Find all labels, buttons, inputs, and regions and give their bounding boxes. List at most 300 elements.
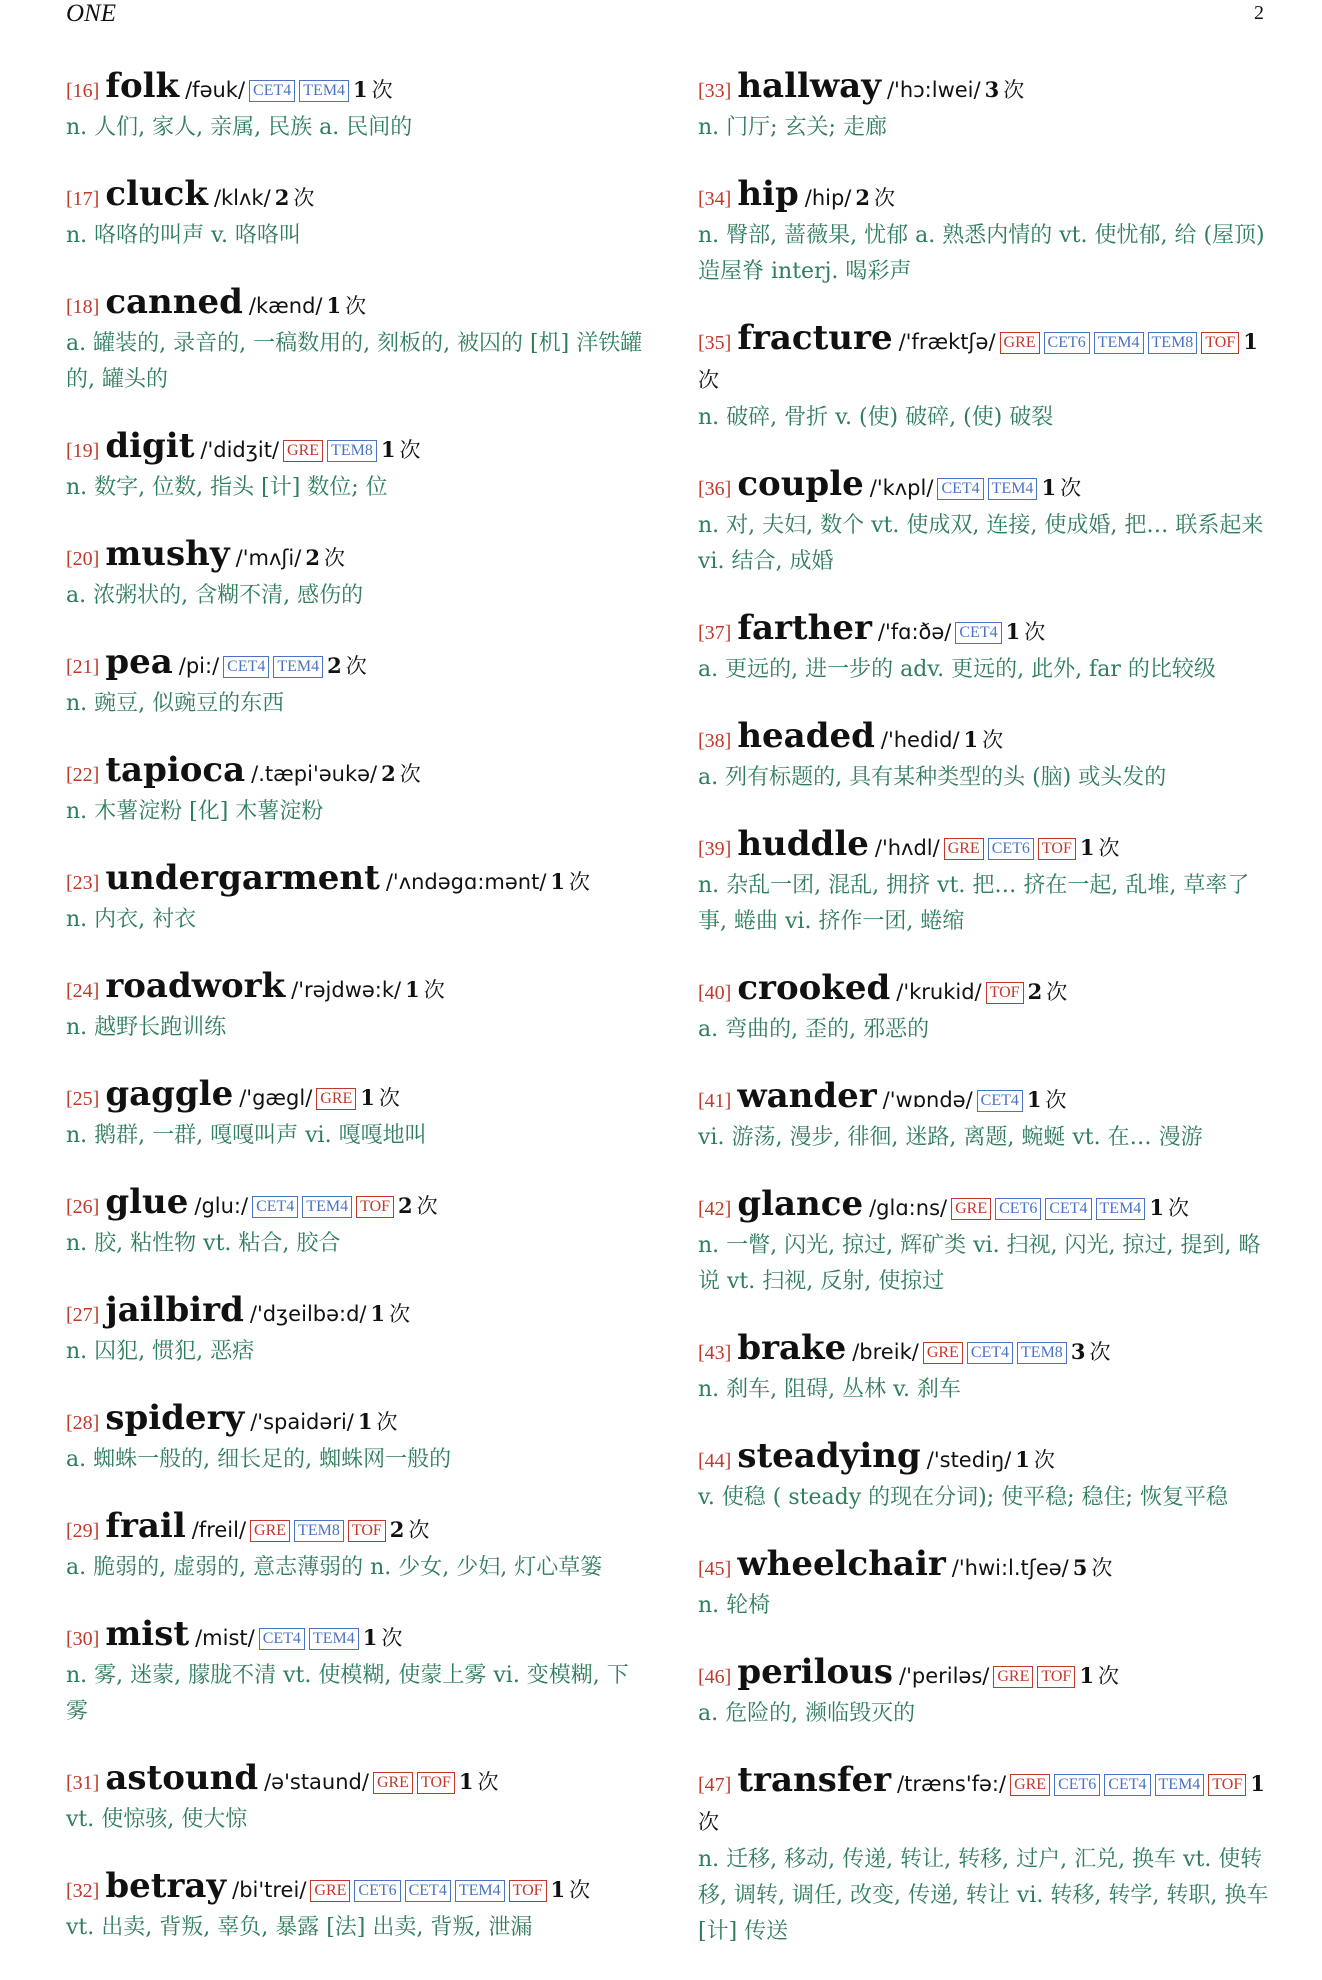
- exam-tag: GRE: [316, 1088, 356, 1110]
- headword: wheelchair: [737, 1544, 946, 1584]
- entry-index: [19]: [66, 440, 100, 462]
- definition: a. 罐装的, 录音的, 一稿数用的, 刻板的, 被囚的 [机] 洋铁罐的, 罐头的: [66, 331, 643, 392]
- exam-tag: GRE: [250, 1520, 290, 1542]
- entry-headline: [698, 718, 1270, 760]
- headword: digit: [105, 426, 195, 466]
- exam-tag: CET4: [1045, 1198, 1091, 1220]
- phonetic: /'didʒit/: [200, 438, 280, 462]
- headword: hallway: [737, 66, 881, 106]
- frequency-count: 1: [1079, 835, 1095, 860]
- entry-index: [47]: [698, 1774, 732, 1796]
- vocab-entry: [66, 68, 646, 146]
- vocab-entry: [66, 284, 646, 398]
- vocab-entry: [698, 466, 1270, 580]
- header-title: ONE: [66, 0, 116, 27]
- headword: folk: [105, 66, 180, 106]
- vocab-entry: [698, 1078, 1270, 1156]
- phonetic: /kænd/: [248, 294, 323, 318]
- headword: headed: [737, 716, 875, 756]
- vocab-entry: [66, 1868, 646, 1946]
- vocab-entry: [66, 968, 646, 1046]
- entry-headline: [698, 1546, 1270, 1588]
- entry-headline: [66, 1184, 646, 1226]
- headword: jailbird: [105, 1290, 244, 1330]
- phonetic: /glɑ:ns/: [869, 1196, 948, 1220]
- vocab-entry: [66, 1184, 646, 1262]
- headword: perilous: [737, 1652, 894, 1692]
- vocab-entry: [698, 320, 1270, 436]
- exam-tag: TEM4: [455, 1880, 505, 1902]
- exam-tag: GRE: [951, 1198, 991, 1220]
- frequency-count: 2: [398, 1193, 413, 1218]
- definition: n. 内衣, 衬衣: [66, 907, 197, 932]
- frequency-count: 1: [357, 1409, 373, 1434]
- frequency-count: 1: [370, 1301, 386, 1326]
- frequency-unit: 次: [874, 186, 895, 210]
- headword: wander: [737, 1076, 877, 1116]
- exam-tag: CET4: [937, 478, 983, 500]
- entry-index: [21]: [66, 656, 100, 678]
- entry-index: [39]: [698, 838, 732, 860]
- frequency-unit: 次: [416, 1194, 438, 1218]
- frequency-unit: 次: [345, 294, 367, 318]
- vocab-entry: [66, 1616, 646, 1730]
- vocab-entry: [66, 752, 646, 830]
- phonetic: /ə'staund/: [264, 1770, 369, 1794]
- frequency-count: 3: [984, 77, 1000, 102]
- entry-headline: [66, 1508, 646, 1550]
- frequency-unit: 次: [423, 978, 445, 1002]
- definition: n. 人们, 家人, 亲属, 民族 a. 民间的: [66, 115, 413, 140]
- vocab-entry: [698, 826, 1270, 940]
- entry-index: [37]: [698, 622, 732, 644]
- exam-tag: GRE: [310, 1880, 350, 1902]
- definition: n. 迁移, 移动, 传递, 转让, 转移, 过户, 汇兑, 换车 vt. 使转移, 调转, 调任, 改变, 传递, 转让 vi. 转移, 转学, 转职, 换车 [计] 传送: [698, 1847, 1269, 1944]
- headword: canned: [105, 282, 243, 322]
- vocab-entry: [698, 68, 1270, 146]
- frequency-count: 1: [458, 1769, 474, 1794]
- definition: a. 危险的, 濒临毁灭的: [698, 1701, 916, 1726]
- phonetic: /bi'trei/: [232, 1878, 307, 1902]
- phonetic: /'fɑ:ðə/: [877, 620, 952, 644]
- frequency-unit: 次: [293, 186, 315, 210]
- vocab-entry: [66, 1400, 646, 1478]
- exam-tag: TEM4: [302, 1196, 352, 1218]
- definition: n. 越野长跑训练: [66, 1015, 227, 1040]
- headword: couple: [737, 464, 864, 504]
- headword: mist: [105, 1614, 190, 1654]
- entry-index: [36]: [698, 478, 732, 500]
- vocab-entry: [66, 1508, 646, 1586]
- frequency-count: 2: [305, 545, 320, 570]
- exam-tag: GRE: [283, 440, 323, 462]
- frequency-count: 1: [1005, 619, 1021, 644]
- phonetic: /'dʒeilbə:d/: [249, 1302, 367, 1326]
- frequency-unit: 次: [569, 1878, 591, 1902]
- phonetic: /breik/: [852, 1340, 919, 1364]
- vocab-entry: [698, 970, 1270, 1048]
- headword: glance: [737, 1184, 864, 1224]
- definition: n. 数字, 位数, 指头 [计] 数位; 位: [66, 475, 388, 500]
- headword: transfer: [737, 1760, 892, 1800]
- phonetic: /'gægl/: [239, 1086, 313, 1110]
- frequency-count: 1: [405, 977, 420, 1002]
- exam-tag: TOF: [356, 1196, 394, 1218]
- exam-tag: CET6: [995, 1198, 1041, 1220]
- definition: v. 使稳 ( steady 的现在分词); 使平稳; 稳住; 恢复平稳: [698, 1485, 1228, 1510]
- headword: steadying: [737, 1436, 921, 1476]
- phonetic: /'ʌndəgɑ:mənt/: [385, 870, 547, 894]
- exam-tag: GRE: [1010, 1774, 1050, 1796]
- phonetic: /'hwi:l.tʃeə/: [951, 1556, 1069, 1580]
- entry-index: [43]: [698, 1342, 732, 1364]
- page-number: 2: [1254, 2, 1264, 24]
- phonetic: /'mʌʃi/: [235, 546, 302, 570]
- entry-headline: [66, 284, 646, 326]
- entry-index: [28]: [66, 1412, 100, 1434]
- vocab-entry: [698, 1762, 1270, 1950]
- exam-tag: GRE: [923, 1342, 963, 1364]
- headword: brake: [737, 1328, 847, 1368]
- entry-index: [30]: [66, 1628, 100, 1650]
- phonetic: /'wɒndə/: [882, 1088, 973, 1112]
- frequency-count: 1: [1041, 475, 1057, 500]
- entry-headline: [66, 1868, 646, 1910]
- frequency-unit: 次: [569, 870, 591, 894]
- phonetic: /'spaidəri/: [250, 1410, 354, 1434]
- exam-tag: TEM4: [1096, 1198, 1146, 1220]
- exam-tag: TOF: [1208, 1774, 1246, 1796]
- exam-tag: TOF: [1201, 332, 1239, 354]
- entry-index: [44]: [698, 1450, 732, 1472]
- frequency-count: 1: [360, 1085, 375, 1110]
- definition: vt. 出卖, 背叛, 辜负, 暴露 [法] 出卖, 背叛, 泄漏: [66, 1915, 533, 1940]
- definition: n. 杂乱一团, 混乱, 拥挤 vt. 把… 挤在一起, 乱堆, 草率了事, 蜷曲 vi. 挤作一团, 蜷缩: [698, 873, 1250, 934]
- frequency-count: 2: [381, 761, 396, 786]
- frequency-count: 1: [1079, 1663, 1094, 1688]
- vocab-entry: [66, 644, 646, 722]
- entry-headline: [66, 1076, 646, 1118]
- exam-tag: GRE: [993, 1666, 1033, 1688]
- entry-headline: [66, 1292, 646, 1334]
- frequency-unit: 次: [1045, 1088, 1067, 1112]
- definition: n. 雾, 迷蒙, 朦胧不清 vt. 使模糊, 使蒙上雾 vi. 变模糊, 下雾: [66, 1663, 629, 1724]
- exam-tag: CET4: [1104, 1774, 1150, 1796]
- entry-index: [45]: [698, 1558, 732, 1580]
- entry-index: [17]: [66, 188, 100, 210]
- frequency-unit: 次: [323, 546, 345, 570]
- exam-tag: TOF: [986, 982, 1024, 1004]
- definition: n. 咯咯的叫声 v. 咯咯叫: [66, 223, 301, 248]
- exam-tag: GRE: [1000, 332, 1040, 354]
- phonetic: /'hedid/: [880, 728, 960, 752]
- frequency-count: 2: [855, 185, 870, 210]
- phonetic: /freil/: [191, 1518, 247, 1542]
- entry-index: [29]: [66, 1520, 100, 1542]
- phonetic: /'rəjdwə:k/: [291, 978, 402, 1002]
- vocab-entry: [698, 176, 1270, 290]
- exam-tag: TEM4: [309, 1628, 359, 1650]
- entry-headline: [698, 1438, 1270, 1480]
- frequency-unit: 次: [698, 368, 719, 392]
- headword: pea: [105, 642, 173, 682]
- entry-headline: [698, 826, 1270, 868]
- headword: hip: [737, 174, 799, 214]
- frequency-unit: 次: [1091, 1556, 1113, 1580]
- definition: n. 胶, 粘性物 vt. 粘合, 胶合: [66, 1231, 341, 1256]
- frequency-unit: 次: [376, 1410, 398, 1434]
- exam-tag: TEM8: [1017, 1342, 1067, 1364]
- frequency-unit: 次: [698, 1810, 719, 1834]
- vocab-entry: [698, 1330, 1270, 1408]
- frequency-count: 1: [963, 727, 979, 752]
- frequency-count: 1: [550, 869, 566, 894]
- frequency-unit: 次: [1024, 620, 1046, 644]
- exam-tag: TOF: [1037, 1666, 1075, 1688]
- frequency-count: 1: [1149, 1195, 1164, 1220]
- entry-headline: [698, 1654, 1270, 1696]
- exam-tag: CET6: [1054, 1774, 1100, 1796]
- entry-index: [38]: [698, 730, 732, 752]
- definition: a. 浓粥状的, 含糊不清, 感伤的: [66, 583, 364, 608]
- entry-headline: [698, 1186, 1270, 1228]
- definition: a. 更远的, 进一步的 adv. 更远的, 此外, far 的比较级: [698, 657, 1216, 682]
- page-header: [0, 0, 1322, 40]
- entry-index: [42]: [698, 1198, 732, 1220]
- definition: n. 囚犯, 惯犯, 恶痞: [66, 1339, 255, 1364]
- headword: crooked: [737, 968, 891, 1008]
- entry-headline: [698, 610, 1270, 652]
- exam-tag: CET4: [955, 622, 1001, 644]
- exam-tag: TOF: [348, 1520, 386, 1542]
- exam-tag: TOF: [1038, 838, 1076, 860]
- definition: n. 门厅; 玄关; 走廊: [698, 115, 887, 140]
- vocab-entry: [698, 1546, 1270, 1624]
- definition: n. 刹车, 阻碍, 丛林 v. 刹车: [698, 1377, 961, 1402]
- frequency-unit: 次: [371, 78, 393, 102]
- entry-index: [40]: [698, 982, 732, 1004]
- exam-tag: TEM4: [299, 80, 349, 102]
- phonetic: /'hɔ:lwei/: [886, 78, 981, 102]
- entry-headline: [698, 1330, 1270, 1372]
- vocab-entry: [66, 176, 646, 254]
- entry-index: [18]: [66, 296, 100, 318]
- frequency-count: 2: [327, 653, 342, 678]
- exam-tag: CET4: [977, 1090, 1023, 1112]
- phonetic: /fəuk/: [185, 78, 246, 102]
- entry-headline: [698, 1078, 1270, 1120]
- entry-headline: [66, 752, 646, 794]
- frequency-unit: 次: [1046, 980, 1068, 1004]
- exam-tag: TEM4: [988, 478, 1038, 500]
- entry-headline: [698, 68, 1270, 110]
- frequency-count: 1: [353, 77, 368, 102]
- frequency-count: 5: [1072, 1555, 1088, 1580]
- phonetic: /glu:/: [194, 1194, 249, 1218]
- exam-tag: TEM4: [1094, 332, 1144, 354]
- vocab-entry: [66, 1292, 646, 1370]
- exam-tag: CET4: [252, 1196, 298, 1218]
- headword: roadwork: [105, 966, 286, 1006]
- frequency-count: 1: [326, 293, 342, 318]
- frequency-unit: 次: [345, 654, 367, 678]
- exam-tag: TEM8: [1148, 332, 1198, 354]
- entry-headline: [698, 176, 1270, 218]
- exam-tag: CET6: [354, 1880, 400, 1902]
- entry-index: [22]: [66, 764, 100, 786]
- definition: vt. 使惊骇, 使大惊: [66, 1807, 248, 1832]
- frequency-unit: 次: [381, 1626, 403, 1650]
- vocab-entry: [698, 1654, 1270, 1732]
- left-column: [66, 68, 646, 1976]
- entry-headline: [698, 970, 1270, 1012]
- vocab-entry: [66, 428, 646, 506]
- headword: frail: [105, 1506, 186, 1546]
- frequency-count: 1: [362, 1625, 378, 1650]
- entry-index: [31]: [66, 1772, 100, 1794]
- headword: fracture: [737, 318, 893, 358]
- exam-tag: CET4: [405, 1880, 451, 1902]
- phonetic: /'kʌpl/: [869, 476, 934, 500]
- frequency-unit: 次: [1003, 78, 1025, 102]
- entry-index: [34]: [698, 188, 732, 210]
- frequency-count: 2: [274, 185, 290, 210]
- phonetic: /pi:/: [178, 654, 220, 678]
- definition: n. 一瞥, 闪光, 掠过, 辉矿类 vi. 扫视, 闪光, 掠过, 提到, 略说 vt. 扫视, 反射, 使掠过: [698, 1233, 1261, 1294]
- entry-index: [26]: [66, 1196, 100, 1218]
- phonetic: /hip/: [804, 186, 852, 210]
- definition: a. 弯曲的, 歪的, 邪恶的: [698, 1017, 930, 1042]
- entry-index: [23]: [66, 872, 100, 894]
- entry-headline: [66, 968, 646, 1010]
- phonetic: /'krukid/: [896, 980, 982, 1004]
- definition: n. 破碎, 骨折 v. (使) 破碎, (使) 破裂: [698, 405, 1054, 430]
- definition: n. 鹅群, 一群, 嘎嘎叫声 vi. 嘎嘎地叫: [66, 1123, 427, 1148]
- entry-index: [35]: [698, 332, 732, 354]
- entry-headline: [66, 1400, 646, 1442]
- frequency-unit: 次: [1060, 476, 1082, 500]
- definition: a. 脆弱的, 虚弱的, 意志薄弱的 n. 少女, 少妇, 灯心草篓: [66, 1555, 603, 1580]
- frequency-unit: 次: [389, 1302, 411, 1326]
- frequency-count: 1: [1015, 1447, 1030, 1472]
- definition: n. 对, 夫妇, 数个 vt. 使成双, 连接, 使成婚, 把… 联系起来 vi. 结合, 成婚: [698, 513, 1264, 574]
- exam-tag: CET6: [1044, 332, 1090, 354]
- exam-tag: GRE: [944, 838, 984, 860]
- headword: spidery: [105, 1398, 245, 1438]
- vocab-entry: [66, 1760, 646, 1838]
- phonetic: /'periləs/: [899, 1664, 990, 1688]
- entry-headline: [698, 320, 1270, 400]
- vocab-entry: [66, 1076, 646, 1154]
- entry-index: [27]: [66, 1304, 100, 1326]
- definition: n. 木薯淀粉 [化] 木薯淀粉: [66, 799, 324, 824]
- frequency-unit: 次: [1167, 1196, 1189, 1220]
- entry-index: [41]: [698, 1090, 732, 1112]
- entry-index: [24]: [66, 980, 100, 1002]
- frequency-unit: 次: [982, 728, 1004, 752]
- definition: vi. 游荡, 漫步, 徘徊, 迷路, 离题, 蜿蜒 vt. 在… 漫游: [698, 1125, 1203, 1150]
- headword: cluck: [105, 174, 208, 214]
- exam-tag: GRE: [373, 1772, 413, 1794]
- headword: tapioca: [105, 750, 246, 790]
- vocab-entry: [698, 1186, 1270, 1300]
- entry-headline: [698, 466, 1270, 508]
- frequency-count: 1: [1026, 1087, 1042, 1112]
- entry-headline: [66, 68, 646, 110]
- frequency-unit: 次: [408, 1518, 430, 1542]
- headword: betray: [105, 1866, 227, 1906]
- entry-index: [16]: [66, 80, 100, 102]
- frequency-unit: 次: [399, 438, 421, 462]
- entry-headline: [698, 1762, 1270, 1842]
- vocab-entry: [698, 610, 1270, 688]
- phonetic: /træns'fə:/: [897, 1772, 1007, 1796]
- phonetic: /'fræktʃə/: [898, 330, 996, 354]
- exam-tag: CET4: [967, 1342, 1013, 1364]
- exam-tag: TEM4: [1155, 1774, 1205, 1796]
- entry-index: [32]: [66, 1880, 100, 1902]
- entry-headline: [66, 176, 646, 218]
- entry-index: [46]: [698, 1666, 732, 1688]
- entry-headline: [66, 644, 646, 686]
- definition: n. 轮椅: [698, 1593, 771, 1618]
- entry-headline: [66, 536, 646, 578]
- exam-tag: CET4: [223, 656, 269, 678]
- entry-index: [25]: [66, 1088, 100, 1110]
- frequency-unit: 次: [1089, 1340, 1111, 1364]
- exam-tag: TEM8: [327, 440, 377, 462]
- definition: a. 蜘蛛一般的, 细长足的, 蜘蛛网一般的: [66, 1447, 452, 1472]
- exam-tag: TOF: [509, 1880, 547, 1902]
- phonetic: /'hʌdl/: [874, 836, 940, 860]
- exam-tag: TEM8: [294, 1520, 344, 1542]
- exam-tag: CET6: [988, 838, 1034, 860]
- frequency-count: 3: [1070, 1339, 1086, 1364]
- frequency-count: 1: [550, 1877, 566, 1902]
- definition: n. 臀部, 蔷薇果, 忧郁 a. 熟悉内情的 vt. 使忧郁, 给 (屋顶) 造屋脊 interj. 喝彩声: [698, 223, 1265, 284]
- right-column: [698, 68, 1270, 1980]
- definition: n. 豌豆, 似豌豆的东西: [66, 691, 285, 716]
- frequency-count: 1: [1243, 329, 1258, 354]
- frequency-unit: 次: [399, 762, 421, 786]
- phonetic: /mist/: [195, 1626, 255, 1650]
- vocab-entry: [698, 1438, 1270, 1516]
- frequency-count: 1: [1250, 1771, 1265, 1796]
- headword: mushy: [105, 534, 230, 574]
- entry-headline: [66, 1760, 646, 1802]
- vocab-entry: [698, 718, 1270, 796]
- vocab-entry: [66, 860, 646, 938]
- frequency-unit: 次: [1033, 1448, 1055, 1472]
- entry-headline: [66, 860, 646, 902]
- headword: glue: [105, 1182, 189, 1222]
- headword: huddle: [737, 824, 869, 864]
- frequency-count: 2: [1027, 979, 1043, 1004]
- exam-tag: TEM4: [273, 656, 323, 678]
- frequency-unit: 次: [1097, 1664, 1119, 1688]
- vocab-entry: [66, 536, 646, 614]
- phonetic: /klʌk/: [213, 186, 271, 210]
- headword: gaggle: [105, 1074, 234, 1114]
- exam-tag: CET4: [259, 1628, 305, 1650]
- entry-headline: [66, 428, 646, 470]
- frequency-count: 1: [380, 437, 396, 462]
- headword: astound: [105, 1758, 259, 1798]
- phonetic: /'stediŋ/: [926, 1448, 1012, 1472]
- frequency-unit: 次: [378, 1086, 400, 1110]
- frequency-unit: 次: [477, 1770, 499, 1794]
- headword: undergarment: [105, 858, 380, 898]
